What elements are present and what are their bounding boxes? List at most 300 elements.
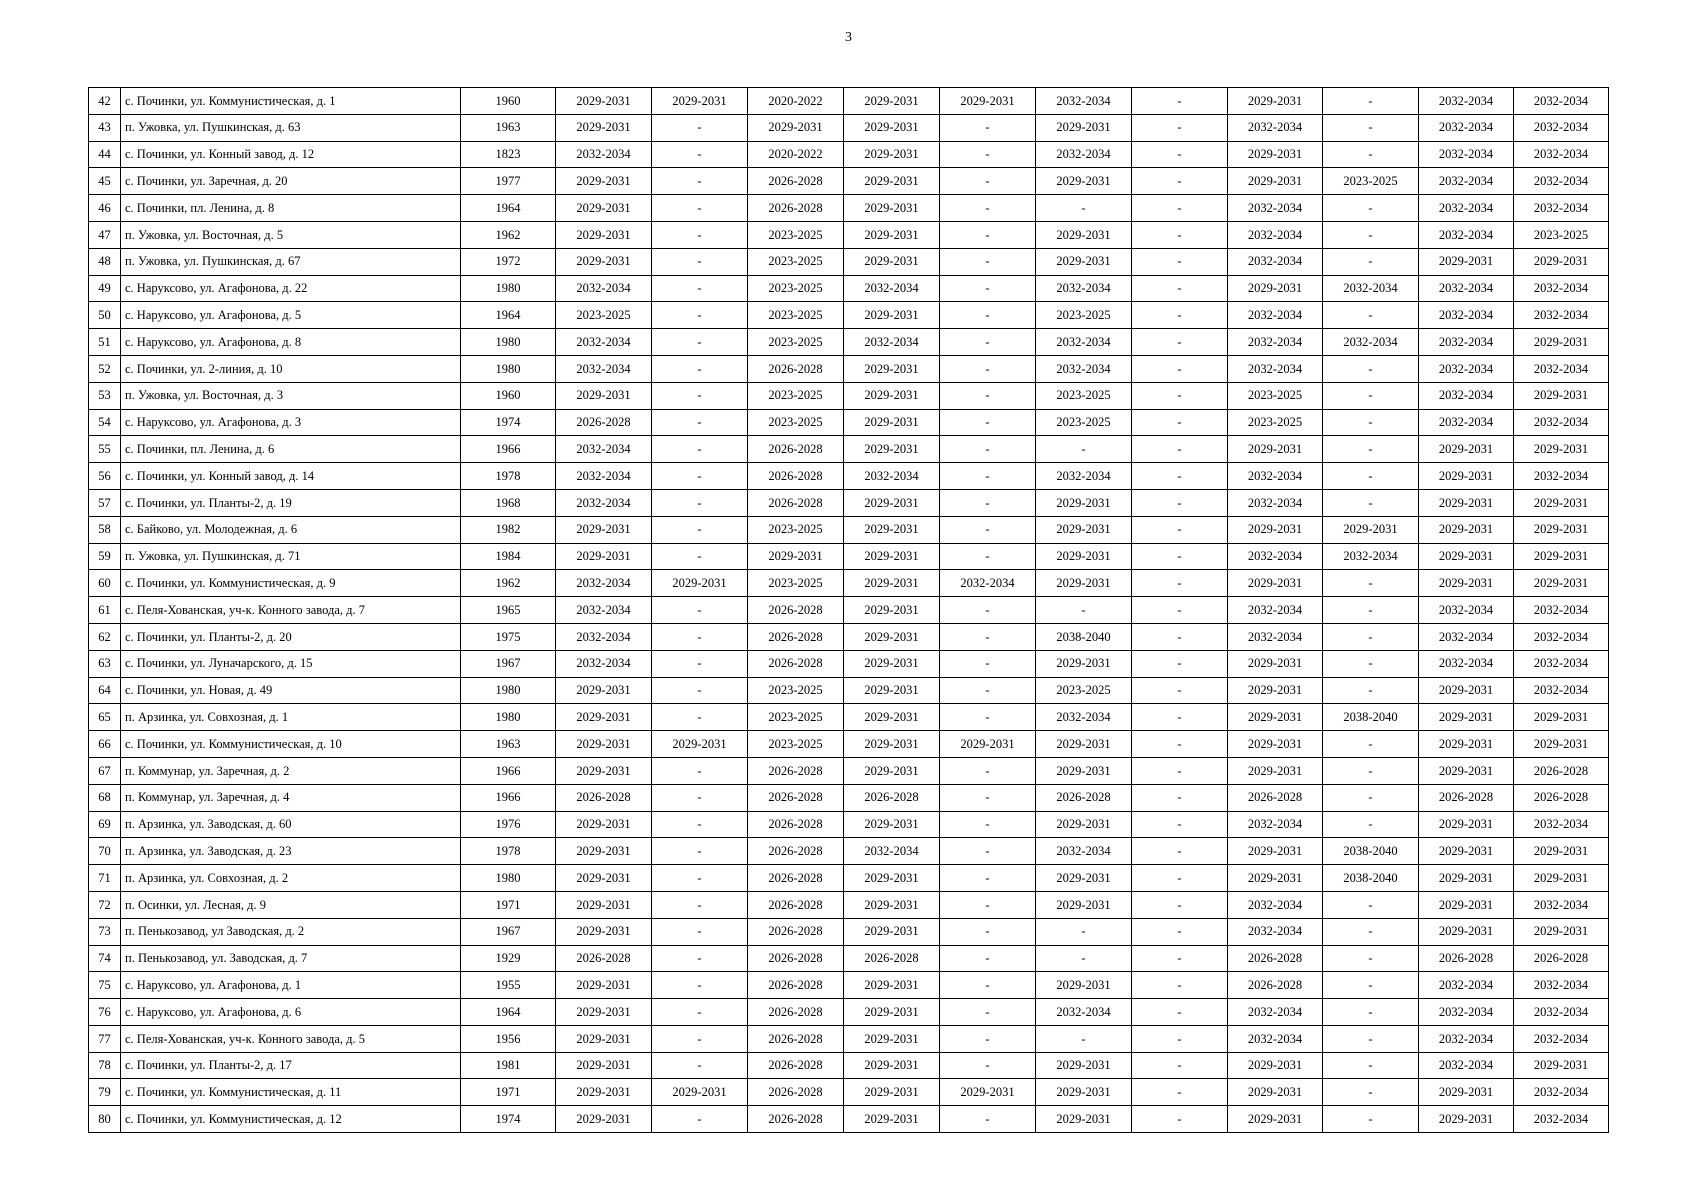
cell-row-number: 63: [89, 650, 121, 677]
cell-period-col-1: 2029-2031: [556, 114, 652, 141]
cell-row-number: 57: [89, 489, 121, 516]
cell-period-col-10: 2032-2034: [1419, 141, 1514, 168]
cell-period-col-3: 2023-2025: [748, 409, 844, 436]
cell-row-number: 52: [89, 355, 121, 382]
table-row: [89, 221, 1609, 248]
cell-period-col-9: -: [1323, 436, 1419, 463]
cell-period-col-2: -: [652, 141, 748, 168]
cell-period-col-3: 2026-2028: [748, 1106, 844, 1133]
cell-year-built: 1823: [461, 141, 556, 168]
cell-address: п. Коммунар, ул. Заречная, д. 4: [121, 784, 461, 811]
cell-address: с. Наруксово, ул. Агафонова, д. 8: [121, 329, 461, 356]
cell-period-col-8: 2032-2034: [1228, 1025, 1323, 1052]
cell-period-col-1: 2029-2031: [556, 248, 652, 275]
cell-address: п. Коммунар, ул. Заречная, д. 2: [121, 757, 461, 784]
cell-period-col-10: 2029-2031: [1419, 838, 1514, 865]
cell-period-col-3: 2026-2028: [748, 355, 844, 382]
cell-period-col-3: 2029-2031: [748, 114, 844, 141]
cell-row-number: 61: [89, 597, 121, 624]
cell-period-col-5: -: [940, 195, 1036, 222]
cell-period-col-10: 2029-2031: [1419, 1079, 1514, 1106]
cell-period-col-1: 2029-2031: [556, 168, 652, 195]
cell-period-col-2: 2029-2031: [652, 88, 748, 115]
table-row: [89, 114, 1609, 141]
cell-row-number: 80: [89, 1106, 121, 1133]
cell-period-col-10: 2029-2031: [1419, 516, 1514, 543]
cell-row-number: 74: [89, 945, 121, 972]
cell-period-col-9: 2038-2040: [1323, 865, 1419, 892]
cell-address: с. Наруксово, ул. Агафонова, д. 3: [121, 409, 461, 436]
cell-period-col-11: 2029-2031: [1514, 704, 1609, 731]
cell-period-col-8: 2032-2034: [1228, 329, 1323, 356]
cell-period-col-11: 2032-2034: [1514, 999, 1609, 1026]
cell-period-col-11: 2029-2031: [1514, 248, 1609, 275]
cell-period-col-6: 2029-2031: [1036, 731, 1132, 758]
cell-row-number: 68: [89, 784, 121, 811]
cell-period-col-5: -: [940, 355, 1036, 382]
cell-period-col-1: 2026-2028: [556, 945, 652, 972]
table-row: [89, 891, 1609, 918]
cell-period-col-11: 2032-2034: [1514, 677, 1609, 704]
cell-period-col-6: 2029-2031: [1036, 972, 1132, 999]
cell-period-col-10: 2032-2034: [1419, 1025, 1514, 1052]
cell-period-col-2: -: [652, 409, 748, 436]
cell-period-col-2: -: [652, 463, 748, 490]
cell-period-col-7: -: [1132, 597, 1228, 624]
cell-period-col-4: 2029-2031: [844, 650, 940, 677]
cell-period-col-8: 2029-2031: [1228, 865, 1323, 892]
cell-address: с. Починки, пл. Ленина, д. 6: [121, 436, 461, 463]
cell-period-col-8: 2029-2031: [1228, 436, 1323, 463]
cell-address: с. Починки, ул. Заречная, д. 20: [121, 168, 461, 195]
cell-period-col-5: -: [940, 248, 1036, 275]
cell-period-col-7: -: [1132, 88, 1228, 115]
cell-period-col-5: -: [940, 811, 1036, 838]
cell-period-col-4: 2029-2031: [844, 436, 940, 463]
cell-period-col-9: -: [1323, 221, 1419, 248]
cell-period-col-10: 2032-2034: [1419, 597, 1514, 624]
cell-row-number: 54: [89, 409, 121, 436]
cell-period-col-1: 2029-2031: [556, 516, 652, 543]
cell-period-col-8: 2032-2034: [1228, 597, 1323, 624]
cell-year-built: 1980: [461, 355, 556, 382]
cell-address: с. Починки, ул. Новая, д. 49: [121, 677, 461, 704]
page-number: 3: [845, 30, 852, 45]
cell-period-col-9: -: [1323, 945, 1419, 972]
cell-year-built: 1984: [461, 543, 556, 570]
cell-period-col-7: -: [1132, 623, 1228, 650]
cell-period-col-8: 2029-2031: [1228, 1106, 1323, 1133]
cell-period-col-8: 2032-2034: [1228, 302, 1323, 329]
cell-period-col-8: 2029-2031: [1228, 141, 1323, 168]
cell-year-built: 1972: [461, 248, 556, 275]
cell-period-col-10: 2032-2034: [1419, 88, 1514, 115]
cell-period-col-10: 2032-2034: [1419, 972, 1514, 999]
cell-period-col-10: 2032-2034: [1419, 382, 1514, 409]
cell-period-col-6: 2029-2031: [1036, 650, 1132, 677]
cell-period-col-8: 2029-2031: [1228, 650, 1323, 677]
cell-period-col-3: 2026-2028: [748, 650, 844, 677]
cell-period-col-2: -: [652, 1025, 748, 1052]
cell-period-col-4: 2029-2031: [844, 677, 940, 704]
cell-period-col-4: 2029-2031: [844, 731, 940, 758]
cell-period-col-4: 2029-2031: [844, 891, 940, 918]
cell-period-col-11: 2032-2034: [1514, 88, 1609, 115]
cell-period-col-3: 2023-2025: [748, 731, 844, 758]
cell-period-col-1: 2029-2031: [556, 972, 652, 999]
cell-period-col-11: 2029-2031: [1514, 516, 1609, 543]
table-row: [89, 945, 1609, 972]
cell-period-col-3: 2026-2028: [748, 623, 844, 650]
cell-period-col-5: -: [940, 784, 1036, 811]
cell-row-number: 77: [89, 1025, 121, 1052]
cell-period-col-10: 2032-2034: [1419, 114, 1514, 141]
cell-period-col-2: -: [652, 784, 748, 811]
cell-period-col-7: -: [1132, 489, 1228, 516]
cell-period-col-2: 2029-2031: [652, 1079, 748, 1106]
cell-period-col-4: 2029-2031: [844, 972, 940, 999]
cell-period-col-3: 2026-2028: [748, 891, 844, 918]
table-row: [89, 275, 1609, 302]
cell-period-col-7: -: [1132, 811, 1228, 838]
cell-period-col-9: -: [1323, 382, 1419, 409]
cell-period-col-4: 2029-2031: [844, 757, 940, 784]
cell-period-col-3: 2026-2028: [748, 1025, 844, 1052]
table-row: [89, 141, 1609, 168]
cell-period-col-8: 2029-2031: [1228, 1052, 1323, 1079]
cell-period-col-3: 2026-2028: [748, 811, 844, 838]
cell-row-number: 71: [89, 865, 121, 892]
cell-address: с. Наруксово, ул. Агафонова, д. 6: [121, 999, 461, 1026]
cell-period-col-7: -: [1132, 999, 1228, 1026]
cell-period-col-9: 2029-2031: [1323, 516, 1419, 543]
cell-period-col-4: 2029-2031: [844, 1106, 940, 1133]
table-row: [89, 784, 1609, 811]
cell-period-col-1: 2029-2031: [556, 811, 652, 838]
cell-period-col-10: 2032-2034: [1419, 409, 1514, 436]
cell-period-col-11: 2032-2034: [1514, 114, 1609, 141]
cell-year-built: 1955: [461, 972, 556, 999]
cell-period-col-1: 2026-2028: [556, 409, 652, 436]
cell-period-col-11: 2029-2031: [1514, 382, 1609, 409]
cell-period-col-4: 2029-2031: [844, 811, 940, 838]
cell-address: с. Пеля-Хованская, уч-к. Конного завода, д. 5: [121, 1025, 461, 1052]
cell-period-col-8: 2029-2031: [1228, 704, 1323, 731]
cell-address: п. Арзинка, ул. Совхозная, д. 2: [121, 865, 461, 892]
cell-period-col-1: 2032-2034: [556, 329, 652, 356]
table-row: [89, 409, 1609, 436]
cell-row-number: 67: [89, 757, 121, 784]
cell-period-col-11: 2032-2034: [1514, 650, 1609, 677]
cell-period-col-3: 2026-2028: [748, 1079, 844, 1106]
cell-period-col-2: -: [652, 838, 748, 865]
cell-row-number: 53: [89, 382, 121, 409]
table-row: [89, 972, 1609, 999]
cell-period-col-3: 2023-2025: [748, 221, 844, 248]
cell-period-col-6: 2038-2040: [1036, 623, 1132, 650]
cell-period-col-2: -: [652, 436, 748, 463]
cell-period-col-4: 2029-2031: [844, 865, 940, 892]
cell-period-col-2: -: [652, 757, 748, 784]
cell-row-number: 48: [89, 248, 121, 275]
cell-period-col-5: -: [940, 489, 1036, 516]
cell-period-col-9: -: [1323, 1106, 1419, 1133]
cell-period-col-7: -: [1132, 543, 1228, 570]
table-row: [89, 88, 1609, 115]
cell-address: п. Ужовка, ул. Восточная, д. 3: [121, 382, 461, 409]
cell-year-built: 1963: [461, 731, 556, 758]
cell-period-col-11: 2032-2034: [1514, 1079, 1609, 1106]
cell-address: с. Починки, ул. Конный завод, д. 12: [121, 141, 461, 168]
cell-period-col-5: -: [940, 382, 1036, 409]
cell-period-col-9: -: [1323, 409, 1419, 436]
cell-period-col-7: -: [1132, 570, 1228, 597]
cell-period-col-1: 2029-2031: [556, 865, 652, 892]
cell-address: с. Починки, ул. Коммунистическая, д. 10: [121, 731, 461, 758]
cell-period-col-4: 2029-2031: [844, 409, 940, 436]
cell-period-col-3: 2026-2028: [748, 168, 844, 195]
cell-period-col-3: 2026-2028: [748, 463, 844, 490]
cell-period-col-3: 2020-2022: [748, 88, 844, 115]
cell-period-col-5: 2029-2031: [940, 88, 1036, 115]
cell-period-col-5: -: [940, 221, 1036, 248]
cell-period-col-9: -: [1323, 1025, 1419, 1052]
cell-period-col-6: 2029-2031: [1036, 865, 1132, 892]
cell-year-built: 1975: [461, 623, 556, 650]
cell-period-col-9: -: [1323, 88, 1419, 115]
cell-period-col-8: 2029-2031: [1228, 1079, 1323, 1106]
cell-row-number: 75: [89, 972, 121, 999]
cell-period-col-5: -: [940, 623, 1036, 650]
table-row: [89, 570, 1609, 597]
cell-period-col-4: 2029-2031: [844, 623, 940, 650]
cell-period-col-4: 2029-2031: [844, 1052, 940, 1079]
cell-row-number: 49: [89, 275, 121, 302]
cell-period-col-2: -: [652, 543, 748, 570]
cell-period-col-3: 2023-2025: [748, 248, 844, 275]
table-row: [89, 543, 1609, 570]
cell-period-col-6: 2029-2031: [1036, 516, 1132, 543]
cell-period-col-4: 2029-2031: [844, 302, 940, 329]
cell-period-col-11: 2029-2031: [1514, 570, 1609, 597]
cell-period-col-9: -: [1323, 891, 1419, 918]
cell-period-col-9: 2032-2034: [1323, 543, 1419, 570]
cell-period-col-3: 2026-2028: [748, 972, 844, 999]
cell-year-built: 1976: [461, 811, 556, 838]
cell-period-col-4: 2029-2031: [844, 516, 940, 543]
cell-period-col-4: 2026-2028: [844, 784, 940, 811]
cell-period-col-1: 2032-2034: [556, 355, 652, 382]
cell-period-col-5: -: [940, 865, 1036, 892]
cell-address: п. Ужовка, ул. Восточная, д. 5: [121, 221, 461, 248]
cell-year-built: 1964: [461, 302, 556, 329]
cell-period-col-6: 2029-2031: [1036, 248, 1132, 275]
cell-period-col-9: -: [1323, 650, 1419, 677]
cell-year-built: 1978: [461, 838, 556, 865]
cell-period-col-9: -: [1323, 784, 1419, 811]
cell-period-col-8: 2026-2028: [1228, 972, 1323, 999]
cell-period-col-4: 2029-2031: [844, 248, 940, 275]
cell-period-col-7: -: [1132, 838, 1228, 865]
cell-row-number: 50: [89, 302, 121, 329]
cell-period-col-9: -: [1323, 355, 1419, 382]
cell-period-col-5: -: [940, 918, 1036, 945]
cell-period-col-1: 2032-2034: [556, 141, 652, 168]
cell-period-col-2: -: [652, 302, 748, 329]
cell-row-number: 65: [89, 704, 121, 731]
cell-period-col-1: 2029-2031: [556, 1052, 652, 1079]
table-row: [89, 811, 1609, 838]
cell-period-col-7: -: [1132, 1106, 1228, 1133]
cell-period-col-5: -: [940, 677, 1036, 704]
table-row: [89, 463, 1609, 490]
cell-period-col-7: -: [1132, 463, 1228, 490]
cell-period-col-5: -: [940, 838, 1036, 865]
cell-period-col-4: 2029-2031: [844, 704, 940, 731]
cell-year-built: 1981: [461, 1052, 556, 1079]
cell-period-col-11: 2032-2034: [1514, 597, 1609, 624]
cell-period-col-3: 2026-2028: [748, 999, 844, 1026]
cell-period-col-2: 2029-2031: [652, 570, 748, 597]
cell-period-col-1: 2032-2034: [556, 489, 652, 516]
cell-period-col-6: 2023-2025: [1036, 409, 1132, 436]
cell-period-col-5: -: [940, 275, 1036, 302]
cell-period-col-7: -: [1132, 891, 1228, 918]
cell-period-col-3: 2026-2028: [748, 945, 844, 972]
table-row: [89, 1025, 1609, 1052]
cell-period-col-7: -: [1132, 918, 1228, 945]
cell-year-built: 1962: [461, 570, 556, 597]
cell-period-col-4: 2029-2031: [844, 382, 940, 409]
cell-period-col-11: 2029-2031: [1514, 1052, 1609, 1079]
cell-year-built: 1967: [461, 918, 556, 945]
cell-period-col-8: 2029-2031: [1228, 570, 1323, 597]
cell-period-col-11: 2032-2034: [1514, 463, 1609, 490]
cell-period-col-3: 2023-2025: [748, 329, 844, 356]
cell-address: с. Починки, ул. Конный завод, д. 14: [121, 463, 461, 490]
table-row: [89, 355, 1609, 382]
cell-period-col-1: 2032-2034: [556, 597, 652, 624]
cell-period-col-7: -: [1132, 972, 1228, 999]
cell-period-col-11: 2032-2034: [1514, 409, 1609, 436]
cell-period-col-9: -: [1323, 302, 1419, 329]
cell-period-col-1: 2029-2031: [556, 221, 652, 248]
cell-period-col-6: 2029-2031: [1036, 168, 1132, 195]
cell-period-col-5: 2029-2031: [940, 731, 1036, 758]
cell-period-col-8: 2032-2034: [1228, 195, 1323, 222]
cell-period-col-6: 2029-2031: [1036, 757, 1132, 784]
cell-period-col-2: -: [652, 891, 748, 918]
cell-period-col-5: -: [940, 1106, 1036, 1133]
cell-period-col-5: -: [940, 597, 1036, 624]
cell-period-col-5: -: [940, 891, 1036, 918]
table-row: [89, 918, 1609, 945]
cell-period-col-4: 2029-2031: [844, 918, 940, 945]
cell-year-built: 1980: [461, 677, 556, 704]
cell-period-col-8: 2032-2034: [1228, 463, 1323, 490]
cell-period-col-5: -: [940, 329, 1036, 356]
cell-period-col-11: 2026-2028: [1514, 945, 1609, 972]
cell-period-col-1: 2029-2031: [556, 704, 652, 731]
cell-period-col-10: 2029-2031: [1419, 543, 1514, 570]
cell-period-col-6: 2032-2034: [1036, 88, 1132, 115]
cell-period-col-1: 2029-2031: [556, 757, 652, 784]
cell-period-col-9: -: [1323, 918, 1419, 945]
cell-period-col-7: -: [1132, 436, 1228, 463]
cell-row-number: 73: [89, 918, 121, 945]
cell-period-col-11: 2032-2034: [1514, 302, 1609, 329]
cell-row-number: 60: [89, 570, 121, 597]
cell-period-col-10: 2032-2034: [1419, 221, 1514, 248]
cell-period-col-7: -: [1132, 355, 1228, 382]
cell-period-col-4: 2029-2031: [844, 168, 940, 195]
cell-period-col-2: -: [652, 516, 748, 543]
cell-period-col-2: -: [652, 329, 748, 356]
repair-schedule-table: [88, 87, 1609, 1133]
cell-period-col-7: -: [1132, 704, 1228, 731]
cell-address: п. Арзинка, ул. Заводская, д. 23: [121, 838, 461, 865]
cell-period-col-2: -: [652, 489, 748, 516]
cell-period-col-6: -: [1036, 597, 1132, 624]
cell-year-built: 1977: [461, 168, 556, 195]
cell-period-col-6: 2023-2025: [1036, 302, 1132, 329]
cell-period-col-1: 2029-2031: [556, 195, 652, 222]
cell-period-col-6: 2029-2031: [1036, 1079, 1132, 1106]
cell-period-col-7: -: [1132, 677, 1228, 704]
cell-period-col-11: 2029-2031: [1514, 838, 1609, 865]
cell-period-col-3: 2023-2025: [748, 275, 844, 302]
table-body: [89, 88, 1609, 1133]
cell-period-col-9: 2023-2025: [1323, 168, 1419, 195]
cell-row-number: 59: [89, 543, 121, 570]
cell-period-col-5: -: [940, 704, 1036, 731]
cell-period-col-2: -: [652, 865, 748, 892]
cell-period-col-7: -: [1132, 1025, 1228, 1052]
cell-year-built: 1978: [461, 463, 556, 490]
cell-period-col-10: 2029-2031: [1419, 757, 1514, 784]
cell-period-col-1: 2032-2034: [556, 650, 652, 677]
cell-period-col-11: 2032-2034: [1514, 355, 1609, 382]
cell-period-col-11: 2029-2031: [1514, 436, 1609, 463]
cell-period-col-2: -: [652, 677, 748, 704]
cell-period-col-4: 2032-2034: [844, 329, 940, 356]
cell-period-col-5: -: [940, 972, 1036, 999]
cell-period-col-1: 2032-2034: [556, 623, 652, 650]
cell-period-col-5: -: [940, 650, 1036, 677]
cell-period-col-2: -: [652, 623, 748, 650]
cell-period-col-2: -: [652, 355, 748, 382]
cell-period-col-4: 2029-2031: [844, 543, 940, 570]
cell-year-built: 1980: [461, 704, 556, 731]
cell-period-col-5: -: [940, 114, 1036, 141]
cell-period-col-8: 2032-2034: [1228, 221, 1323, 248]
cell-year-built: 1965: [461, 597, 556, 624]
cell-period-col-1: 2032-2034: [556, 570, 652, 597]
table-row: [89, 1052, 1609, 1079]
cell-period-col-1: 2029-2031: [556, 918, 652, 945]
cell-period-col-3: 2023-2025: [748, 302, 844, 329]
cell-period-col-6: 2032-2034: [1036, 275, 1132, 302]
cell-period-col-1: 2029-2031: [556, 382, 652, 409]
cell-period-col-4: 2029-2031: [844, 141, 940, 168]
cell-period-col-3: 2026-2028: [748, 784, 844, 811]
cell-period-col-11: 2032-2034: [1514, 972, 1609, 999]
cell-period-col-6: 2032-2034: [1036, 141, 1132, 168]
cell-period-col-4: 2026-2028: [844, 945, 940, 972]
cell-period-col-8: 2029-2031: [1228, 168, 1323, 195]
cell-address: п. Пенькозавод, ул Заводская, д. 2: [121, 918, 461, 945]
cell-period-col-11: 2032-2034: [1514, 275, 1609, 302]
